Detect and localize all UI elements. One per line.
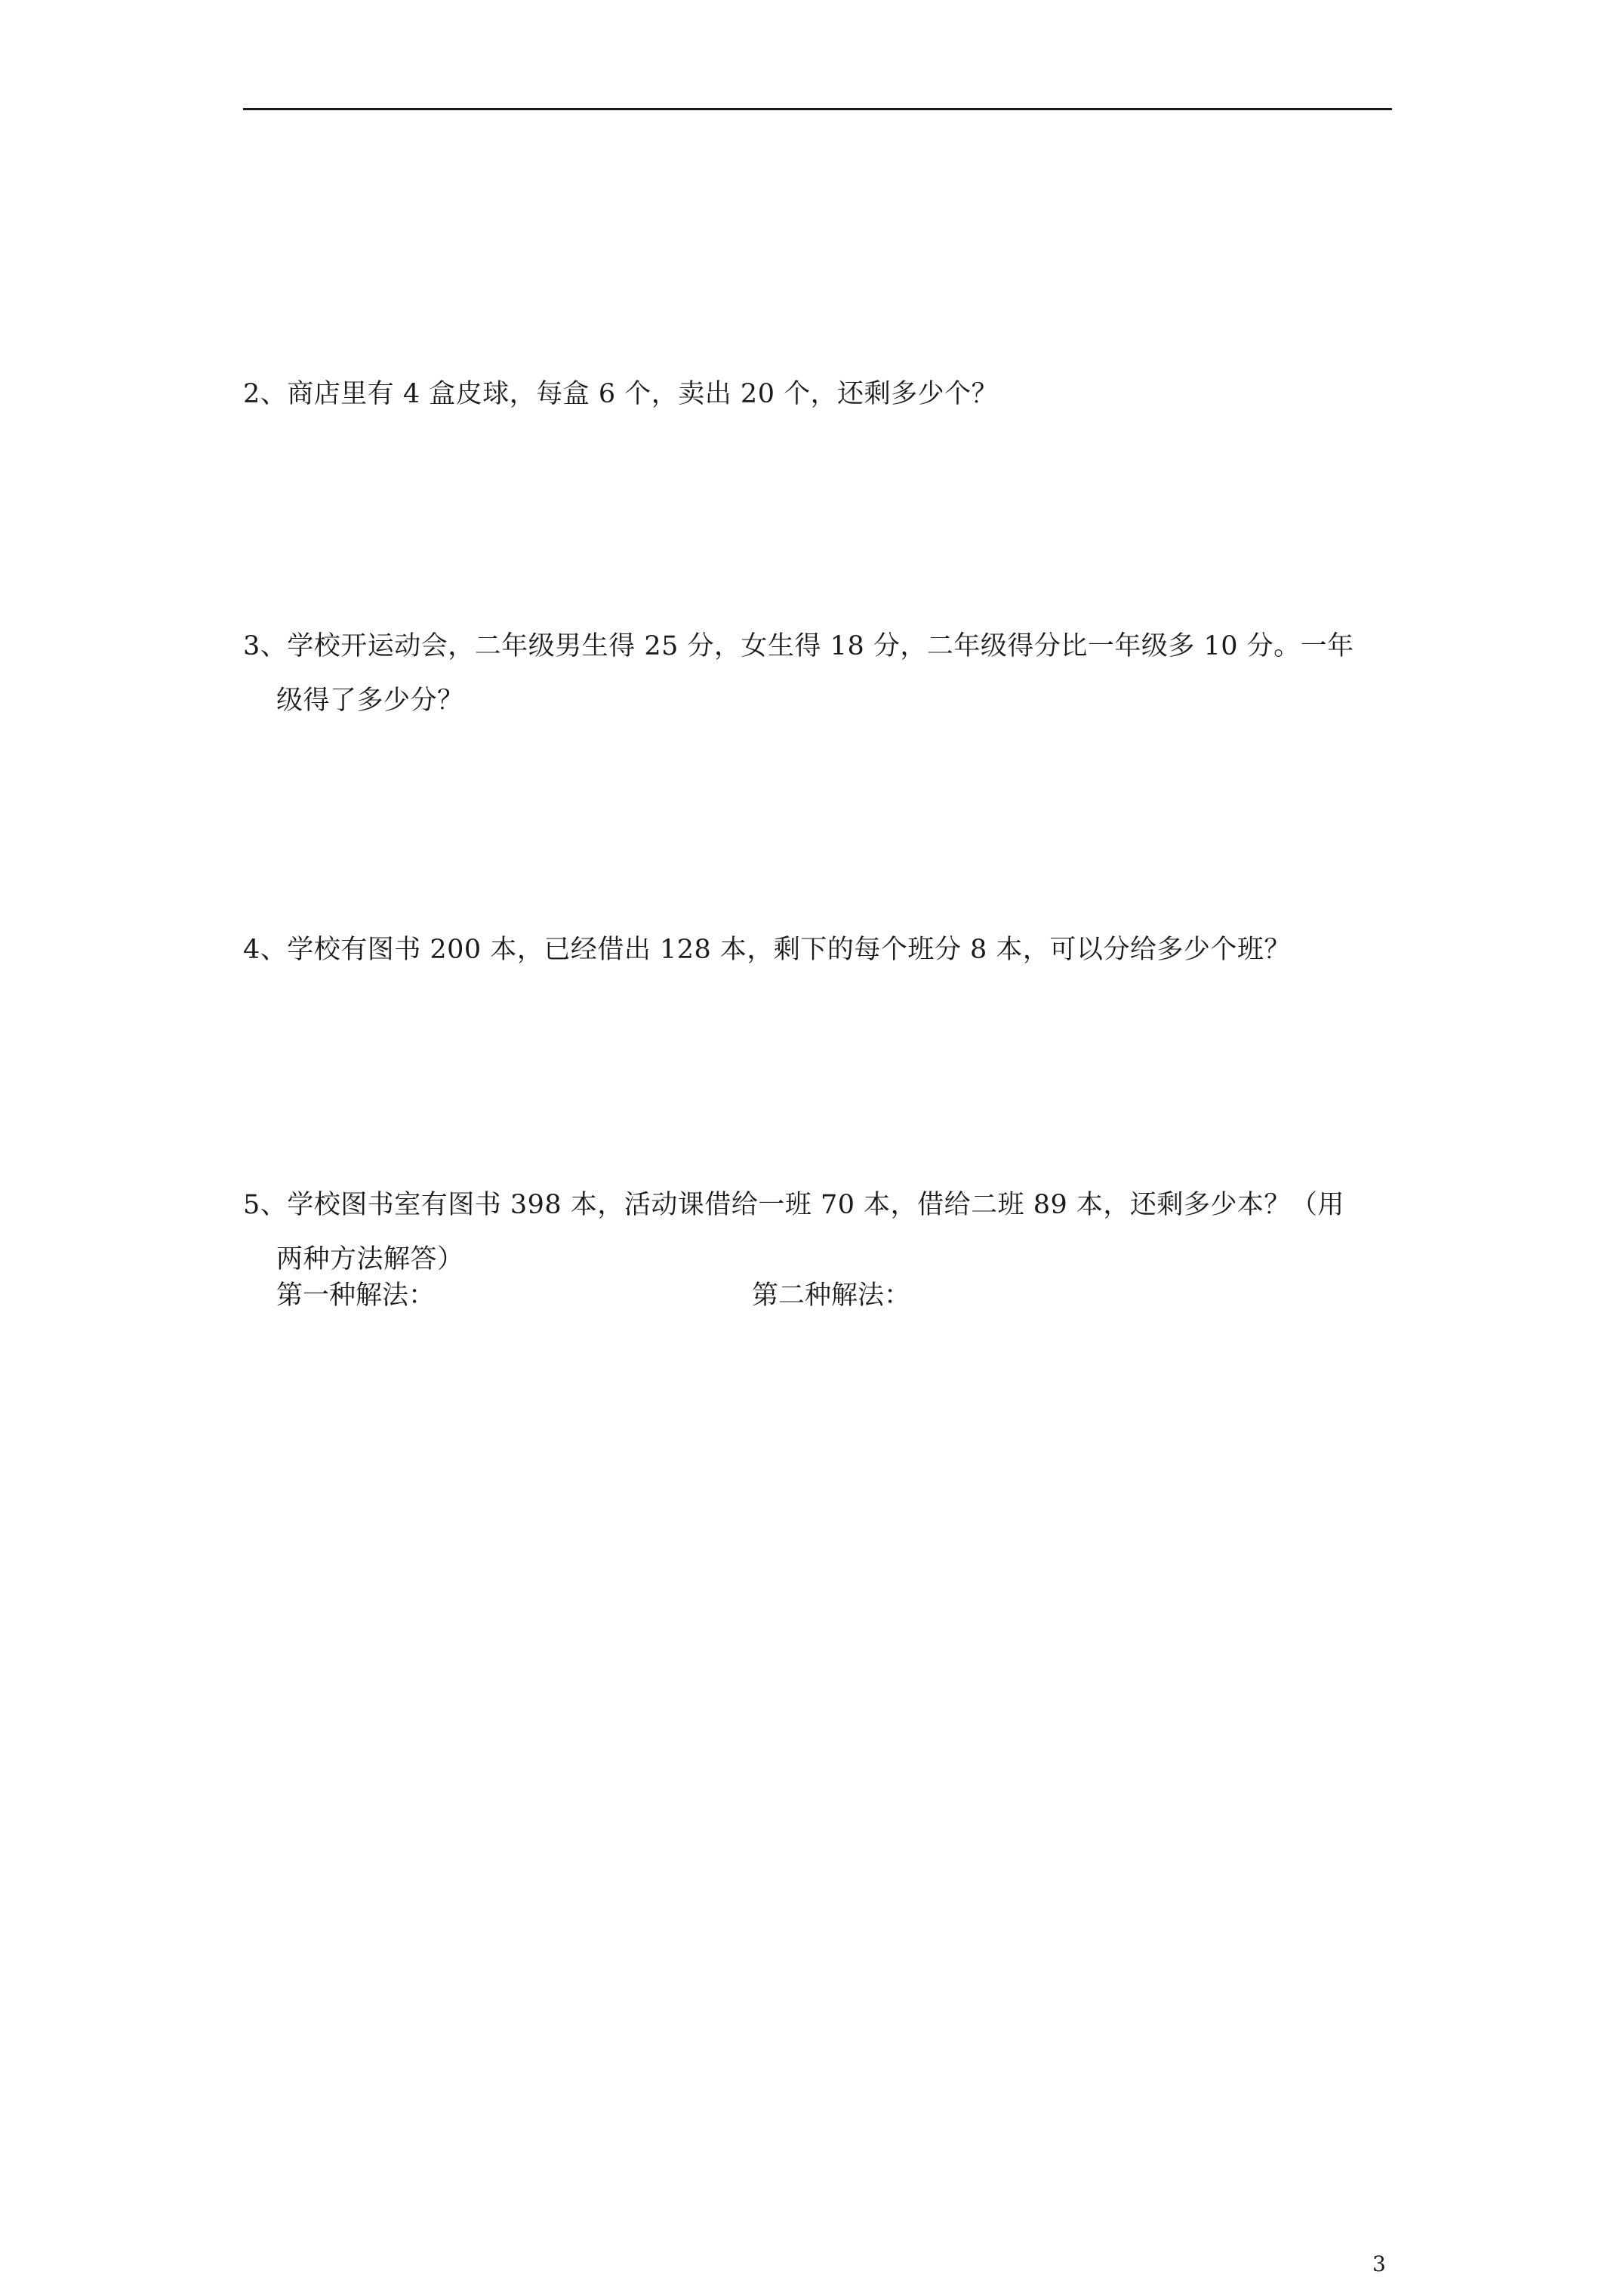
method-two-label: 第二种解法： — [752, 1281, 911, 1311]
question-5-text-line-1: 5、学校图书室有图书 398 本，活动课借给一班 70 本，借给二班 89 本，还剩多少本？（用 — [243, 1190, 1344, 1220]
question-5-text-line-2: 两种方法解答） — [276, 1244, 464, 1274]
method-one-label: 第一种解法： — [276, 1281, 436, 1311]
question-2 — [243, 367, 1392, 421]
question-3-text-line-1: 3、学校开运动会，二年级男生得 25 分，女生得 18 分，二年级得分比一年级多 10 分。一年 — [243, 631, 1354, 661]
question-4 — [243, 923, 1392, 977]
question-3-text-line-2: 级得了多少分？ — [276, 686, 464, 716]
question-4-text: 4、学校有图书 200 本，已经借出 128 本，剩下的每个班分 8 本，可以分给多少个班？ — [243, 935, 1291, 965]
page-number: 3 — [1372, 2251, 1386, 2276]
header-rule — [243, 108, 1392, 110]
question-2-text: 2、商店里有 4 盒皮球，每盒 6 个，卖出 20 个，还剩多少个？ — [243, 379, 999, 409]
question-3 — [243, 619, 1392, 728]
